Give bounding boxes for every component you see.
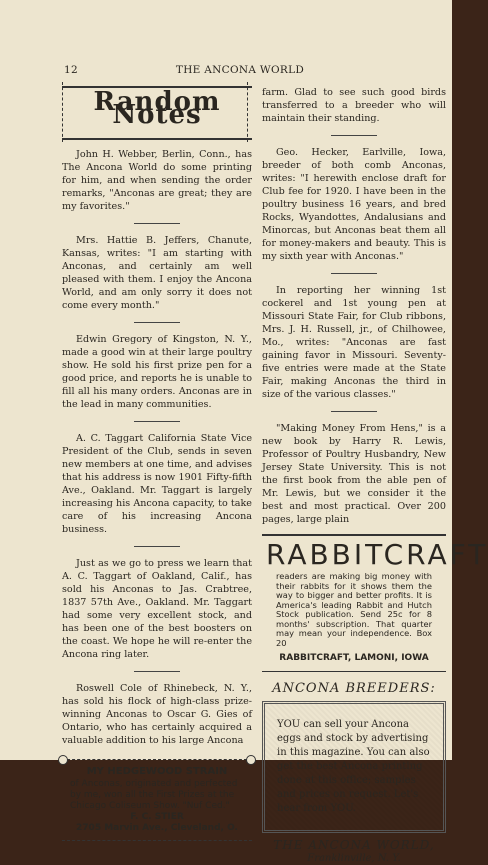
note-paragraph: John H. Webber, Berlin, Conn., has The Ancona World do some printing for him, and when sending the order remarks, "Anconas are great; they are my favorites." (62, 149, 252, 212)
breeders-footer-place: Franklinville, N. Y. (307, 853, 401, 864)
divider (134, 421, 180, 422)
divider (331, 135, 377, 136)
breeders-title: ANCONA BREEDERS: (272, 681, 436, 696)
section-title: Random Notes (93, 87, 221, 130)
ad-body: of Anconas, originated and perfected by me, won all the First Prizes at the Chicago Coliseum Show. "Nuf Ced." (70, 779, 238, 811)
ad-headline: MY HEDGEWOOD STRAIN (86, 766, 228, 777)
ad-address: 2705 Marvin Ave., Cleveland, O. (76, 823, 238, 833)
divider (134, 546, 180, 547)
note-paragraph: A. C. Taggart California State Vice President of the Club, sends in seven new members at one time, and advises that his address is now 1901 Fifty-fifth Ave., Oakland. Mr. Taggart is largely increasing his Ancona capacity, to take care of his increasing Ancona business. (62, 433, 252, 535)
breeders-box (262, 701, 446, 833)
page-number: 12 (64, 64, 78, 76)
rabbitcraft-body: readers are making big money with their rabbits for it shows them the way to bigger and better profits. It is America's leading Rabbit and Hutch Stock publication. Send 25c for 8 months' subscription. That quarter may mean your independence. Box 20 (276, 571, 432, 648)
note-paragraph: Mrs. Hattie B. Jeffers, Chanute, Kansas, writes: "I am starting with Anconas, and certainly am well pleased with them. I enjoy the Ancona World, and am only sorry it does not come every month." (62, 235, 252, 311)
breeders-footer (262, 839, 446, 865)
note-paragraph: farm. Glad to see such good birds transferred to a breeder who will maintain their standing. (262, 87, 446, 124)
note-paragraph: Edwin Gregory of Kingston, N. Y., made a good win at their large poultry show. He sold his first prize pen for a good price, and reports he is unable to fill all his many orders. Anconas are in the lead in many communities. (62, 334, 252, 410)
rabbitcraft-ad (262, 534, 488, 672)
divider (134, 223, 180, 224)
rabbitcraft-signature: RABBITCRAFT, LAMONI, IOWA (279, 653, 429, 663)
page-header (40, 64, 440, 78)
note-paragraph: In reporting her winning 1st cockerel and 1st young pen at Missouri State Fair, for Club ribbons, Mrs. J. H. Russell, jr., of Chilhowee, Mo., writes: "Anconas are fast gaining favor in Missouri. Seventy-five entries were made at the State Fair, making Anconas the third in size of the various classes." (262, 285, 446, 400)
breeders-footer-title: THE ANCONA WORLD, (273, 838, 435, 852)
note-paragraph: Just as we go to press we learn that A. C. Taggart of Oakland, Calif., has sold his Anconas to Jas. Crabtree, 1837 57th Ave., Oakland. Mr. Taggart had some very excellent stock, and has been one of the best boosters on the coast. We hope he will re-enter the Ancona ring later. (62, 558, 252, 660)
divider (134, 322, 180, 323)
section-title-box (62, 86, 252, 140)
hedgewood-ad (62, 759, 252, 841)
divider (134, 671, 180, 672)
rabbitcraft-title: RABBITCRAFT (266, 538, 488, 571)
breeders-body: YOU can sell your Ancona eggs and stock by advertising in this magazine. You can also get the best Ancona printing done at this office; samples and prices on request. Let's hear from YOU. (277, 719, 430, 814)
divider (331, 273, 377, 274)
note-paragraph: Geo. Hecker, Earlville, Iowa, breeder of both comb Anconas, writes: "I herewith enclose draft for Club fee for 1920. I have been in the poultry business 16 years, and bred Rocks, Wyandottes, Andalusians and Minorcas, but Anconas beat them all for money-makers and beauty. This is my sixth year with Anconas." (262, 147, 446, 262)
page-title: THE ANCONA WORLD (175, 64, 305, 76)
right-column (262, 86, 488, 865)
ad-corner-ornament (246, 755, 256, 765)
ad-corner-ornament (58, 755, 68, 765)
left-column (62, 86, 252, 841)
note-paragraph: Roswell Cole of Rhinebeck, N. Y., has sold his flock of high-class prize-winning Anconas to Oscar G. Gies of Ontario, who has certainly acquired a valuable addition to his large Ancona (62, 683, 252, 746)
divider (331, 411, 377, 412)
note-paragraph: "Making Money From Hens," is a new book by Harry R. Lewis, Professor of Poultry Husbandry, New Jersey State University. This is not the first book from the able pen of Mr. Lewis, but we consider it the best and most practical. Over 200 pages, large plain (262, 423, 446, 525)
ad-name: F. C. STIER (130, 812, 184, 822)
